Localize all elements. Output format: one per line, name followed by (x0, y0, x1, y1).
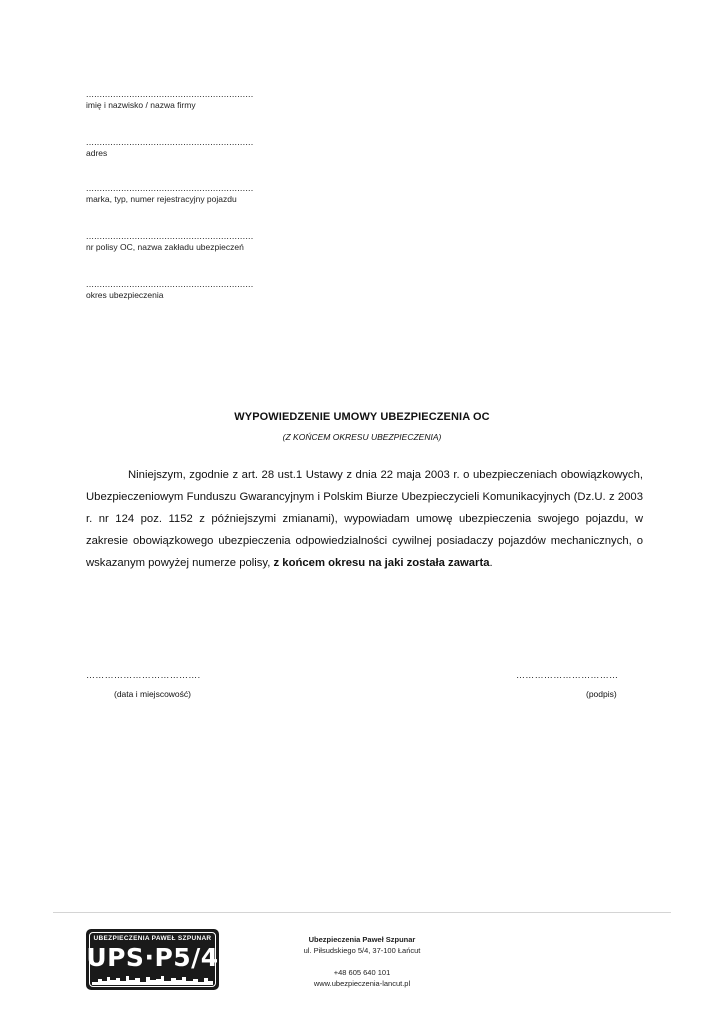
field-label: imię i nazwisko / nazwa firmy (86, 100, 196, 110)
document-title: WYPOWIEDZENIE UMOWY UBEZPIECZENIA OC (234, 411, 490, 423)
body-text-bold: z końcem okresu na jaki została zawarta (273, 557, 490, 569)
field-label: okres ubezpieczenia (86, 290, 164, 300)
fill-line: .............................................................. (86, 231, 254, 241)
fill-line: .............................................................. (86, 89, 254, 99)
field-address (86, 137, 296, 159)
body-text-plain: Niniejszym, zgodnie z art. 28 ust.1 Ustawy z dnia 22 maja 2003 r. o ubezpieczeniach obowiązkowych, Ubezpieczeniowym Funduszu Gwarancyjnym i Polskim Biurze Ubezpieczycieli Komunikacyjnych (Dz.U. z 2003 r. nr 124 poz. 1152 z późniejszymi zmianami), wypowiadam umowę ubezpieczenia swojego pojazdu, w zakresie obowiązkowego ubezpieczenia odpowiedzialności cywilnej posiadaczy pojazdów mechanicznych, o wskazanym powyżej numerze polisy, (86, 469, 643, 569)
signature-line: …………………………… (516, 670, 619, 680)
company-logo (86, 929, 219, 990)
logo-top-text: UBEZPIECZENIA PAWEŁ SZPUNAR (93, 935, 212, 942)
fill-line: .............................................................. (86, 183, 254, 193)
field-label: nr polisy OC, nazwa zakładu ubezpieczeń (86, 242, 244, 252)
fill-line: .............................................................. (86, 137, 254, 147)
body-paragraph (86, 464, 643, 574)
company-info (262, 934, 462, 989)
field-label: marka, typ, numer rejestracyjny pojazdu (86, 194, 237, 204)
logo-main-text: UPS·P5/4 (86, 943, 219, 972)
company-website: www.ubezpieczenia-lancut.pl (313, 979, 411, 988)
footer-divider (53, 912, 671, 913)
field-policy (86, 231, 296, 253)
field-name (86, 89, 296, 111)
signature-label: (podpis) (586, 689, 617, 699)
company-phone: +48 605 640 101 (333, 968, 391, 977)
date-place-line: ………………………………. (86, 670, 201, 680)
date-place-label: (data i miejscowość) (114, 689, 191, 699)
skyline-icon (92, 975, 213, 985)
company-name: Ubezpieczenia Paweł Szpunar (308, 935, 416, 944)
field-label: adres (86, 148, 108, 158)
company-address: ul. Piłsudskiego 5/4, 37-100 Łańcut (303, 946, 421, 955)
field-vehicle (86, 183, 296, 205)
fill-line: .............................................................. (86, 279, 254, 289)
document-subtitle: (Z KOŃCEM OKRESU UBEZPIECZENIA) (282, 432, 442, 442)
field-period (86, 279, 296, 301)
body-text-end: . (489, 557, 493, 569)
